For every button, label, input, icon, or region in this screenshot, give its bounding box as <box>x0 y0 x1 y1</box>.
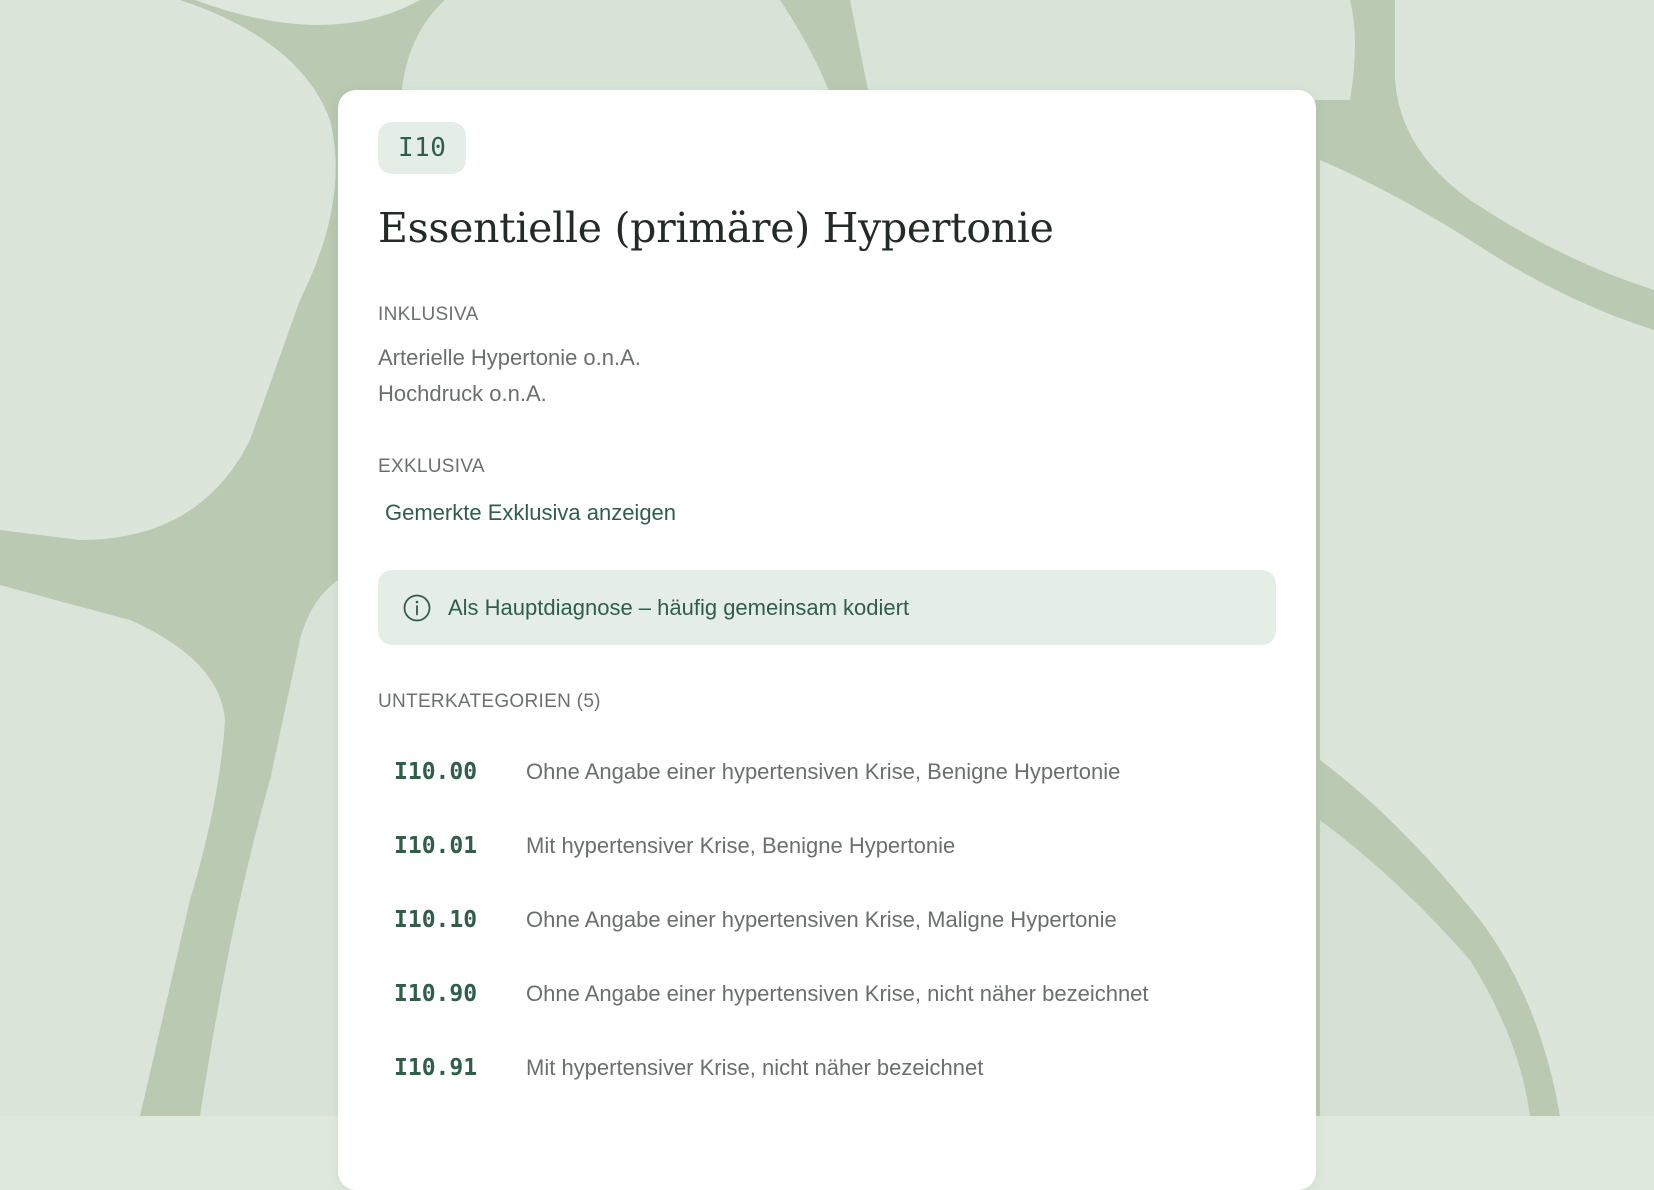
diagnosis-card <box>338 90 1316 1190</box>
subcategory-code: I10.91 <box>394 1055 478 1081</box>
subcategory-code: I10.00 <box>394 759 478 785</box>
info-text: Als Hauptdiagnose – häufig gemeinsam kodiert <box>448 594 910 620</box>
subcategory-code: I10.90 <box>394 981 478 1007</box>
subcategory-row[interactable] <box>378 957 1276 1031</box>
inklusiva-label: INKLUSIVA <box>378 304 479 325</box>
diagnosis-code-badge: I10 <box>378 122 466 174</box>
inklusiva-list <box>378 340 1276 412</box>
subcategory-row[interactable] <box>378 1031 1276 1105</box>
inklusiva-item: Hochdruck o.n.A. <box>378 381 547 406</box>
subcategory-description: Mit hypertensiver Krise, nicht näher bezeichnet <box>526 1055 984 1080</box>
inklusiva-item: Arterielle Hypertonie o.n.A. <box>378 345 641 370</box>
subcategory-code: I10.10 <box>394 907 478 933</box>
subcategory-description: Ohne Angabe einer hypertensiven Krise, Maligne Hypertonie <box>526 907 1117 932</box>
subcategory-row[interactable] <box>378 883 1276 957</box>
subcategory-code: I10.01 <box>394 833 478 859</box>
unterkategorien-label: UNTERKATEGORIEN (5) <box>378 691 601 712</box>
subcategory-row[interactable] <box>378 735 1276 809</box>
info-banner <box>378 570 1276 645</box>
exklusiva-label: EXKLUSIVA <box>378 456 485 477</box>
show-exklusiva-link[interactable]: Gemerkte Exklusiva anzeigen <box>385 500 677 525</box>
subcategory-description: Ohne Angabe einer hypertensiven Krise, nicht näher bezeichnet <box>526 981 1149 1006</box>
unterkategorien-list <box>378 735 1276 1105</box>
info-icon <box>402 593 432 623</box>
subcategory-row[interactable] <box>378 809 1276 883</box>
subcategory-description: Mit hypertensiver Krise, Benigne Hypertonie <box>526 833 956 858</box>
subcategory-description: Ohne Angabe einer hypertensiven Krise, Benigne Hypertonie <box>526 759 1121 784</box>
diagnosis-title: Essentielle (primäre) Hypertonie <box>378 204 1054 252</box>
